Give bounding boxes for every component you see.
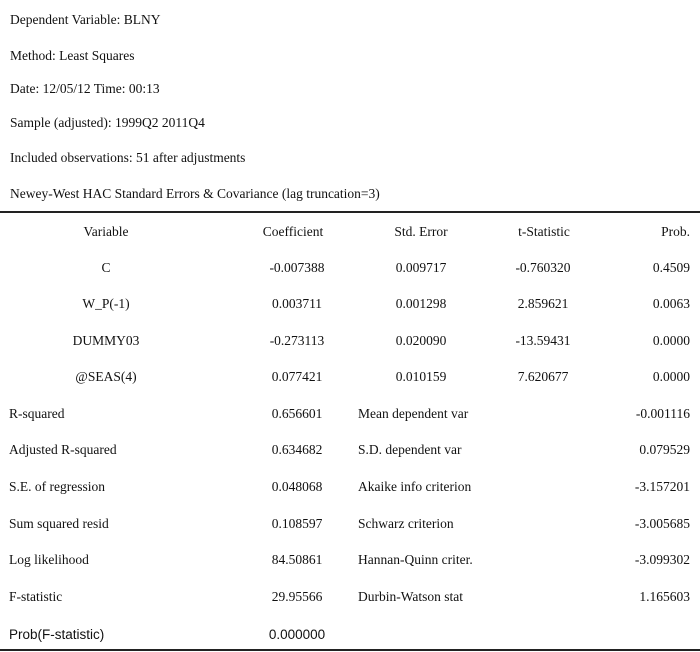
stat-value-2: 0.079529: [639, 442, 690, 457]
stat-label-2: Akaike info criterion: [358, 479, 472, 494]
stat-value: 84.50861: [271, 552, 323, 567]
stat-value: 0.634682: [271, 442, 323, 457]
col-header-prob: Prob.: [661, 224, 690, 239]
stat-value: 0.048068: [271, 479, 323, 494]
stat-value: 0.108597: [271, 516, 323, 531]
stat-value-2: -3.099302: [634, 552, 690, 567]
method: Method: Least Squares: [10, 48, 135, 63]
stat-value-2: -3.157201: [634, 479, 690, 494]
std-error-value: 0.020090: [395, 333, 447, 348]
table-top-rule: [0, 211, 700, 213]
coefficient-value: -0.273113: [269, 333, 325, 348]
std-error-value: 0.009717: [395, 260, 447, 275]
stat-value: 0.656601: [271, 406, 323, 421]
coefficient-value: 0.077421: [271, 369, 323, 384]
stat-label: Adjusted R-squared: [9, 442, 117, 457]
dependent-variable: Dependent Variable: BLNY: [10, 12, 161, 27]
variable-name: C: [101, 260, 111, 275]
prob-value: 0.0000: [652, 369, 690, 384]
date-time: Date: 12/05/12 Time: 00:13: [10, 81, 160, 96]
stat-label-2: Mean dependent var: [358, 406, 469, 421]
prob-value: 0.0000: [652, 333, 690, 348]
coefficient-value: 0.003711: [271, 296, 323, 311]
stat-label-2: Durbin-Watson stat: [358, 589, 464, 604]
stat-value-2: 1.165603: [639, 589, 690, 604]
stat-label-2: S.D. dependent var: [358, 442, 462, 457]
stat-label: R-squared: [9, 406, 65, 421]
table-bottom-rule: [0, 649, 700, 651]
prob-value: 0.0063: [652, 296, 690, 311]
stat-label: Log likelihood: [9, 552, 89, 567]
std-error-value: 0.010159: [395, 369, 447, 384]
col-header-coefficient: Coefficient: [262, 224, 324, 239]
included-observations: Included observations: 51 after adjustments: [10, 150, 246, 165]
prob-value: 0.4509: [652, 260, 690, 275]
variable-name: @SEAS(4): [75, 369, 137, 384]
col-header-std-error: Std. Error: [394, 224, 448, 239]
col-header-t-statistic: t-Statistic: [518, 224, 570, 239]
t-statistic-value: 2.859621: [517, 296, 569, 311]
t-statistic-value: 7.620677: [517, 369, 569, 384]
hac-note: Newey-West HAC Standard Errors & Covariance (lag truncation=3): [10, 186, 380, 201]
std-error-value: 0.001298: [395, 296, 447, 311]
variable-name: DUMMY03: [72, 333, 140, 348]
stat-value-2: -0.001116: [635, 406, 690, 421]
sample: Sample (adjusted): 1999Q2 2011Q4: [10, 115, 205, 130]
t-statistic-value: -0.760320: [515, 260, 571, 275]
coefficient-value: -0.007388: [269, 260, 325, 275]
col-header-variable: Variable: [83, 224, 129, 239]
stat-label: Sum squared resid: [9, 516, 109, 531]
stat-value: 0.000000: [268, 627, 326, 642]
stat-label-2: Hannan-Quinn criter.: [358, 552, 473, 567]
variable-name: W_P(-1): [82, 296, 130, 311]
stat-label: Prob(F-statistic): [9, 627, 105, 642]
t-statistic-value: -13.59431: [515, 333, 571, 348]
stat-label: F-statistic: [9, 589, 63, 604]
stat-value: 29.95566: [271, 589, 323, 604]
stat-label-2: Schwarz criterion: [358, 516, 454, 531]
stat-value-2: -3.005685: [634, 516, 690, 531]
stat-label: S.E. of regression: [9, 479, 105, 494]
